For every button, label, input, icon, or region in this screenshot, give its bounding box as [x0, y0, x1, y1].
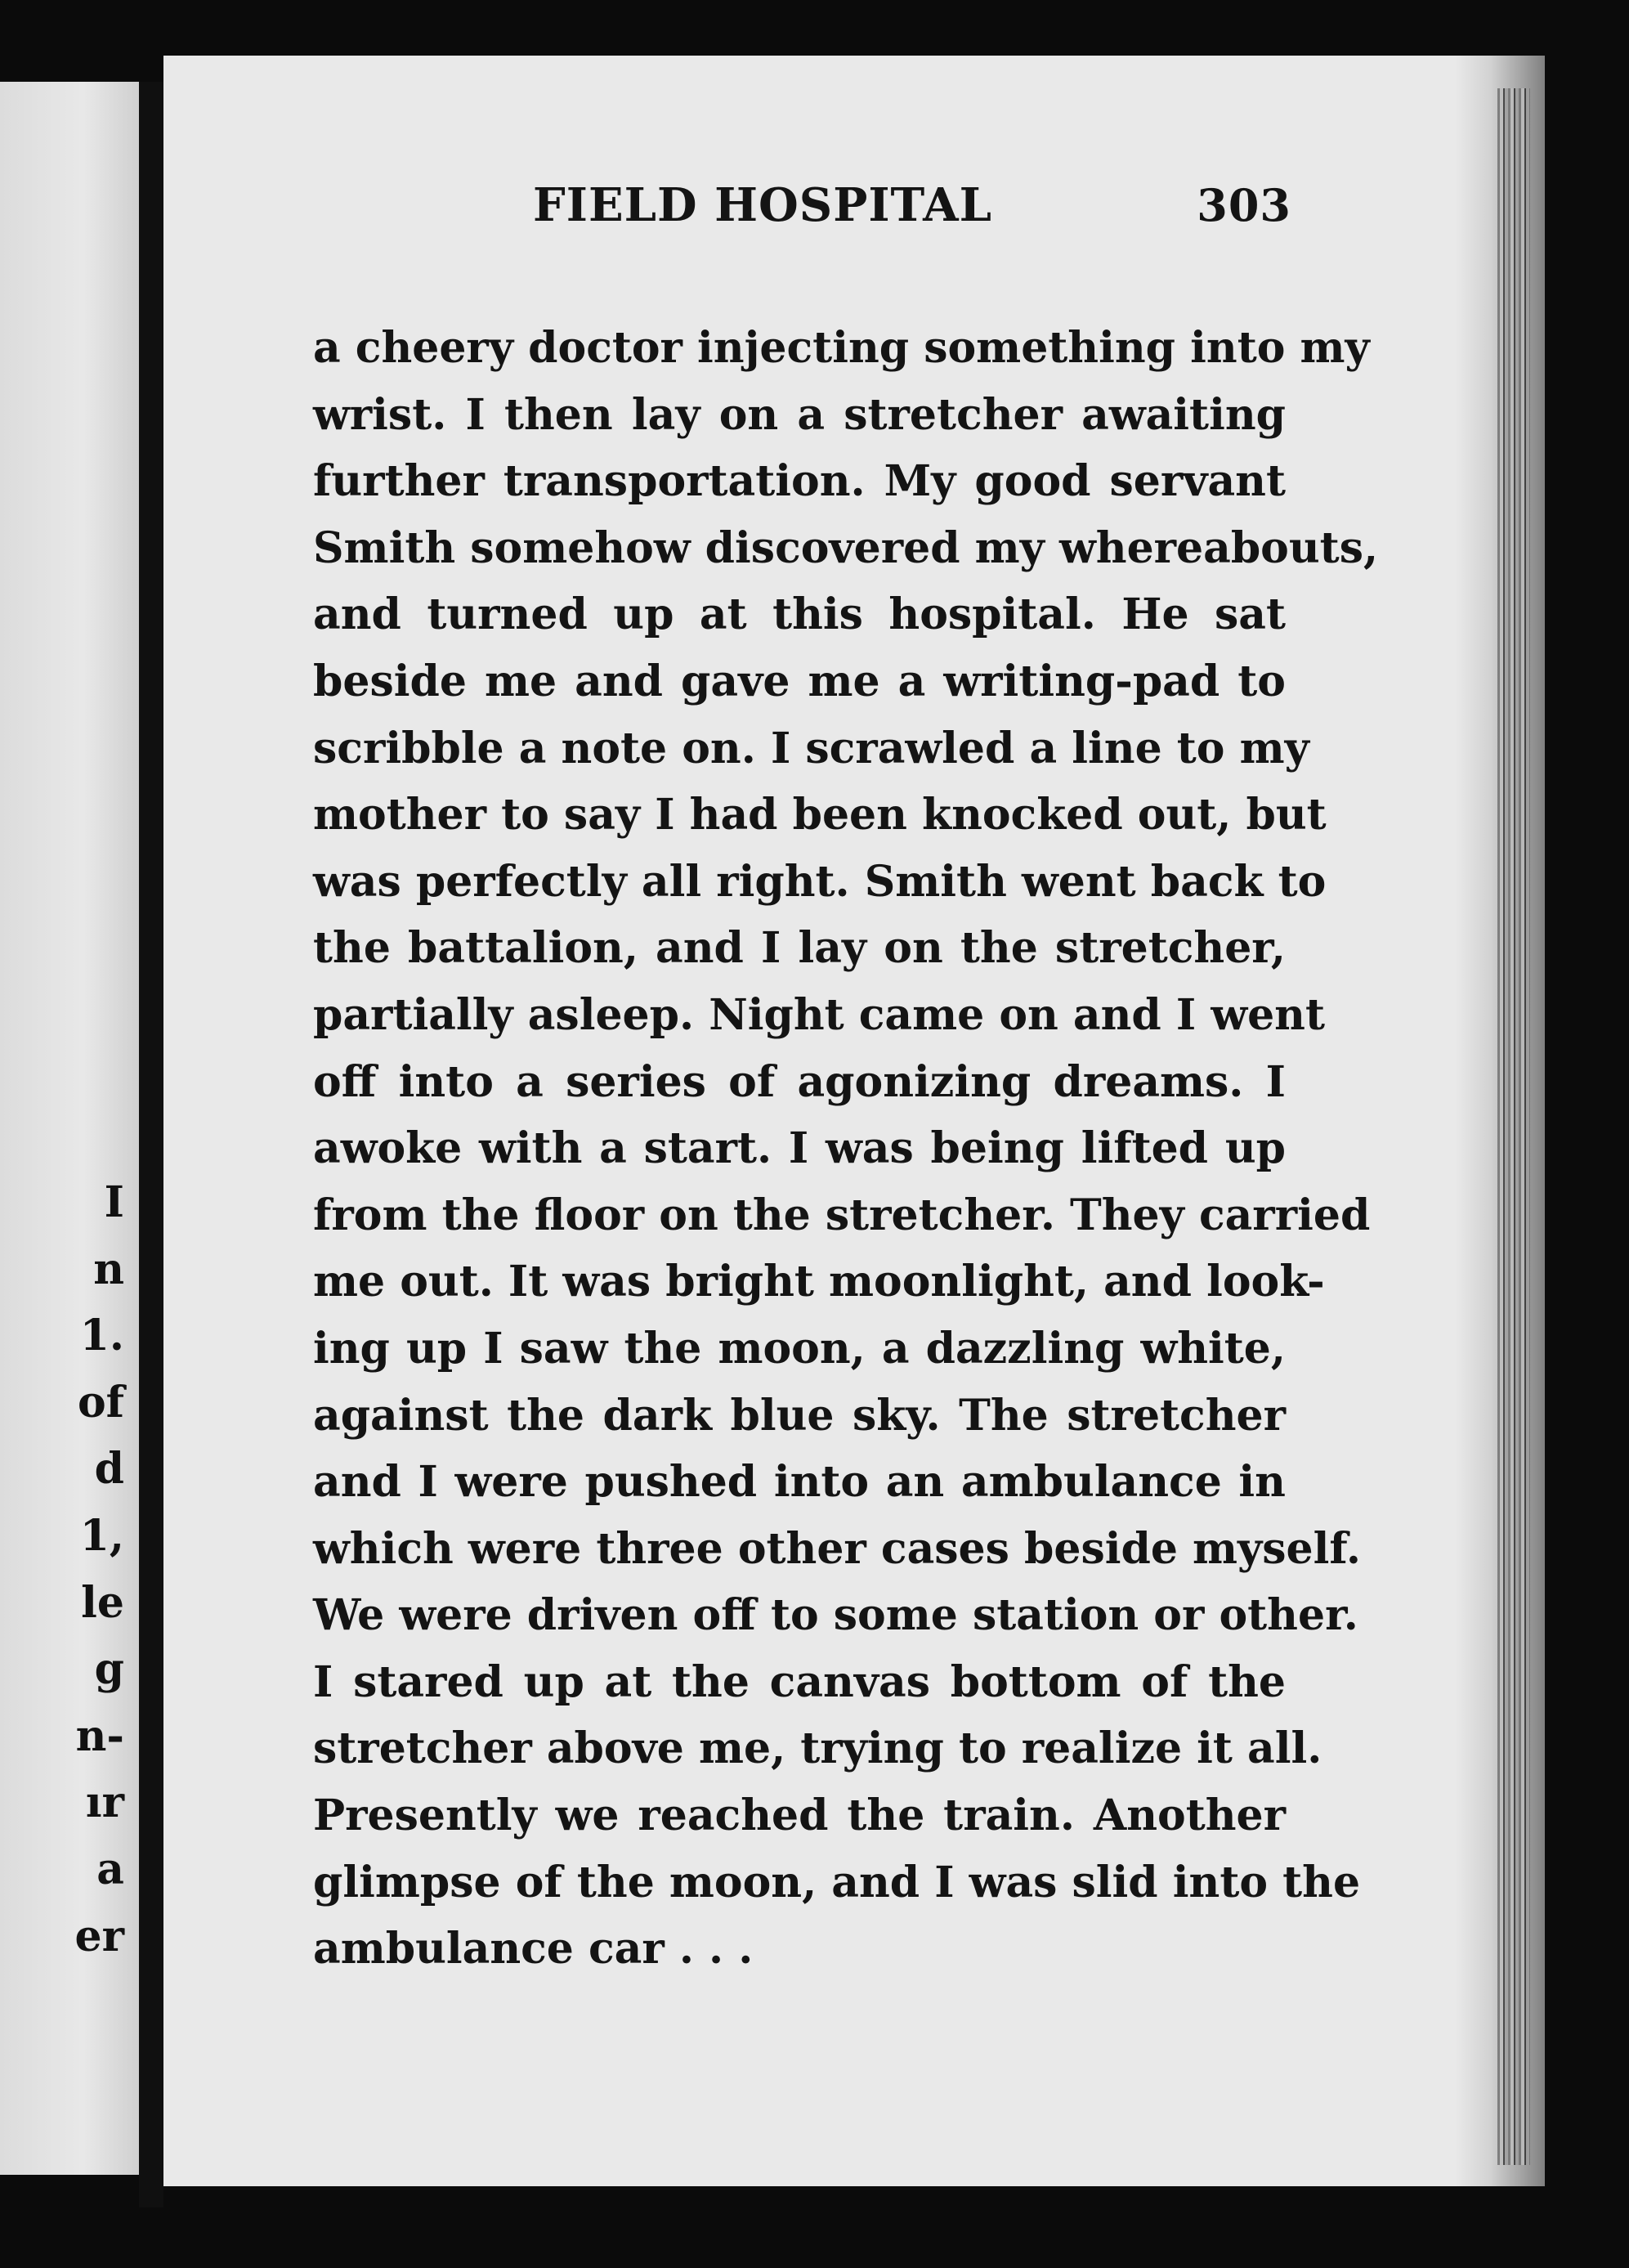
fragment: g [94, 1644, 124, 1695]
text-line: ambulance car . . . [313, 1924, 754, 1974]
running-header [376, 178, 1291, 232]
fragment: I [104, 1177, 124, 1227]
text-line: the battalion, and I lay on the stretcher, [313, 923, 1286, 974]
page-number: 303 [1197, 179, 1291, 231]
text-line: glimpse of the moon, and I was slid into the [313, 1857, 1361, 1907]
fragment: 1. [79, 1311, 124, 1361]
text-line: from the floor on the stretcher. They carried [313, 1190, 1371, 1240]
fragment: d [94, 1444, 124, 1495]
text-line: awoke with a start. I was being lifted up [313, 1123, 1286, 1174]
text-line: stretcher above me, trying to realize it all. [313, 1723, 1322, 1774]
text-line: scribble a note on. I scrawled a line to my [313, 723, 1309, 773]
text-line: wrist. I then lay on a stretcher awaiting [313, 389, 1286, 440]
previous-page [0, 82, 139, 2175]
previous-page-text-fragments [75, 1169, 124, 1970]
text-line: a cheery doctor injecting something into my [313, 323, 1370, 373]
text-line: me out. It was bright moonlight, and look- [313, 1257, 1325, 1307]
text-line: further transportation. My good servant [313, 456, 1286, 507]
text-line: which were three other cases beside myself. [313, 1523, 1361, 1574]
book-gutter [139, 82, 163, 2207]
text-line: Smith somehow discovered my whereabouts, [313, 522, 1379, 573]
text-line: partially asleep. Night came on and I went [313, 989, 1325, 1040]
fragment: 1, [79, 1510, 124, 1561]
body-text [313, 315, 1379, 1983]
fragment: of [77, 1377, 124, 1428]
fragment: ır [85, 1777, 124, 1828]
fragment: a [96, 1844, 124, 1894]
text-line: I stared up at the canvas bottom of the [313, 1656, 1286, 1707]
text-line: and I were pushed into an ambulance in [313, 1457, 1286, 1508]
page-edge-stack [1497, 88, 1530, 2165]
running-title: FIELD HOSPITAL [533, 178, 992, 232]
text-line: off into a series of agonizing dreams. I [313, 1056, 1286, 1107]
text-line: against the dark blue sky. The stretcher [313, 1390, 1286, 1441]
text-line: beside me and gave me a writing-pad to [313, 656, 1286, 706]
fragment: le [81, 1577, 124, 1628]
text-line: and turned up at this hospital. He sat [313, 589, 1286, 640]
text-line: mother to say I had been knocked out, but [313, 790, 1327, 840]
fragment: er [74, 1911, 124, 1961]
text-line: We were driven off to some station or other. [313, 1590, 1358, 1641]
fragment: n- [75, 1710, 124, 1761]
text-line: Presently we reached the train. Another [313, 1791, 1286, 1841]
fragment: n [93, 1244, 124, 1294]
text-line: ing up I saw the moon, a dazzling white, [313, 1323, 1286, 1374]
text-line: was perfectly all right. Smith went back to [313, 856, 1327, 907]
